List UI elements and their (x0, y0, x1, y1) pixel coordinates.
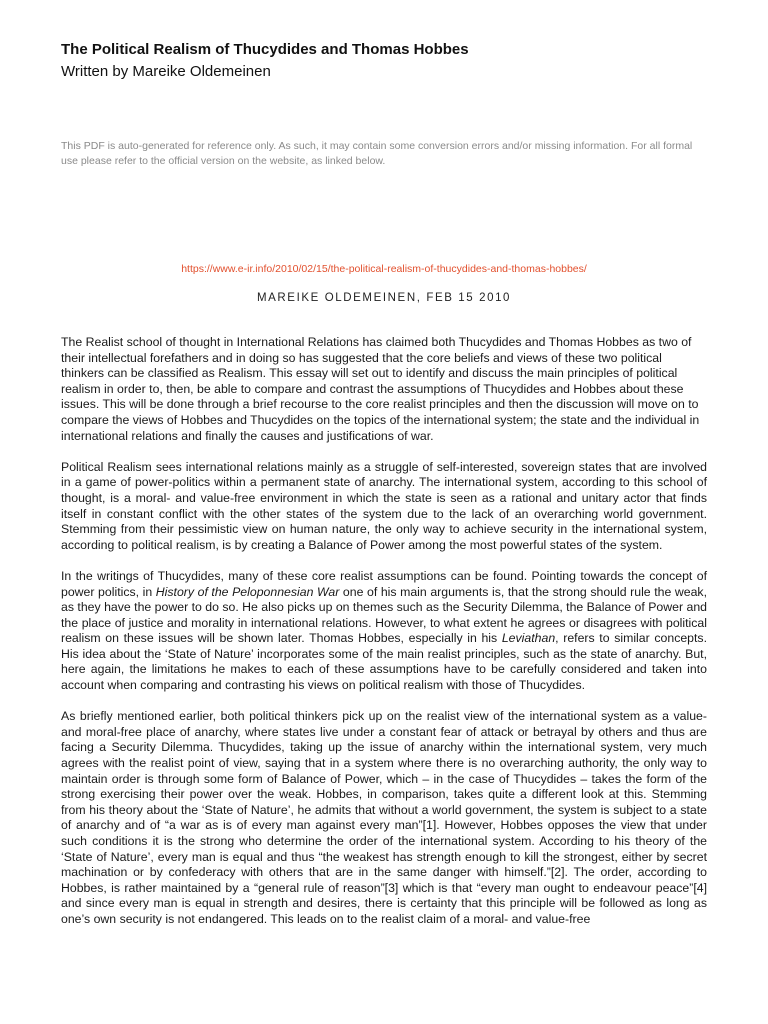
paragraph-3-text-b: one of his main arguments is, that the strong should rule the weak, as they have the power to do so. He also picks up on themes such as the Security Dilemma, the Balance of Power and the place of justice and morality in international relations. However, to what extent he agrees or disagrees with political realism on these issues will be shown later. Thomas Hobbes, especially in his (61, 584, 707, 646)
paragraph-3-text-c: , refers to similar concepts. His idea about the ‘State of Nature’ incorporates some of the main realist principles, such as the state of anarchy. But, here again, the limitations he makes to each of these assumptions have to be carefully considered and taken into account when comparing and contrasting his views on political realism with those of Thucydides. (61, 631, 707, 693)
source-url-link[interactable]: https://www.e-ir.info/2010/02/15/the-political-realism-of-thucydides-and-thomas-hobbes/ (181, 263, 587, 275)
paragraph-2: Political Realism sees international relations mainly as a struggle of self-interested, sovereign states that are involved in a game of power-politics within a permanent state of anarchy. The international system, according to this school of thought, is a moral- and value-free environment in which the state is seen as a rational and unitary actor that finds itself in constant conflict with the other states of the system due to the lack of an overarching world government. Stemming from their pessimistic view on human nature, the only way to achieve security in the international system, according to political realism, is by creating a Balance of Power among the most powerful states of the system. (61, 459, 707, 552)
paragraph-3 (61, 569, 707, 694)
paragraph-1: The Realist school of thought in International Relations has claimed both Thucydides and Thomas Hobbes as two of their intellectual forefathers and in doing so has suggested that the core beliefs and views of these two political thinkers can be classified as Realism. This essay will set out to identify and discuss the main principles of political realism in order to, then, be able to compare and contrast the assumptions of Thucydides and Hobbes about these issues. This will be done through a brief recourse to the core realist principles and then the discussion will move on to compare the views of Hobbes and Thucydides on the topics of the international system; the state and the individual in international relations and finally the causes and justifications of war. (61, 335, 700, 443)
document-title: The Political Realism of Thucydides and Thomas Hobbes (61, 41, 469, 58)
author-line: Written by Mareike Oldemeinen (61, 63, 271, 80)
paragraph-4: As briefly mentioned earlier, both political thinkers pick up on the realist view of the international system as a value- and moral-free place of anarchy, where states live under a constant fear of attack or betrayal by others and thus are facing a Security Dilemma. Thucydides, taking up the issue of anarchy within the international system, very much agrees with the realist point of view, saying that in a system where there is no overarching authority, the only way to maintain order is through some form of Balance of Power, which – in the case of Thucydides – takes the form of the strong exercising their power over the weak. Hobbes, in comparison, takes quite a different look at this. Stemming from his theory about the ‘State of Nature’, he admits that without a world government, the system is subject to a state of anarchy and of “a war as is of every man against every man”[1]. However, Hobbes opposes the view that under such conditions it is the strong who determine the order of the international system. According to his theory of the ‘State of Nature’, every man is equal and thus “the weakest has strength enough to kill the strongest, either by secret machination or by confederacy with others that are in the same danger with himself.”[2]. The order, according to Hobbes, is rather maintained by a “general rule of reason”[3] which is that “every man ought to endeavour peace”[4] and since every man is equal in strength and desires, there is certainty that this principle will be followed as long as one’s own security is not endangered. This leads on to the realist claim of a moral- and value-free (61, 709, 707, 926)
book-title-peloponnesian-war: History of the Peloponnesian War (155, 584, 340, 599)
byline: MAREIKE OLDEMEINEN, FEB 15 2010 (256, 292, 512, 304)
pdf-disclaimer: This PDF is auto-generated for reference only. As such, it may contain some conversion errors and/or missing information. For all formal use please refer to the official version on the website, as linked below. (61, 140, 693, 167)
article-body (61, 335, 707, 928)
paragraph-3-text-a: In the writings of Thucydides, many of these core realist assumptions can be found. Pointing towards the concept of power politics, in (61, 568, 707, 599)
book-title-leviathan: Leviathan (501, 631, 556, 646)
